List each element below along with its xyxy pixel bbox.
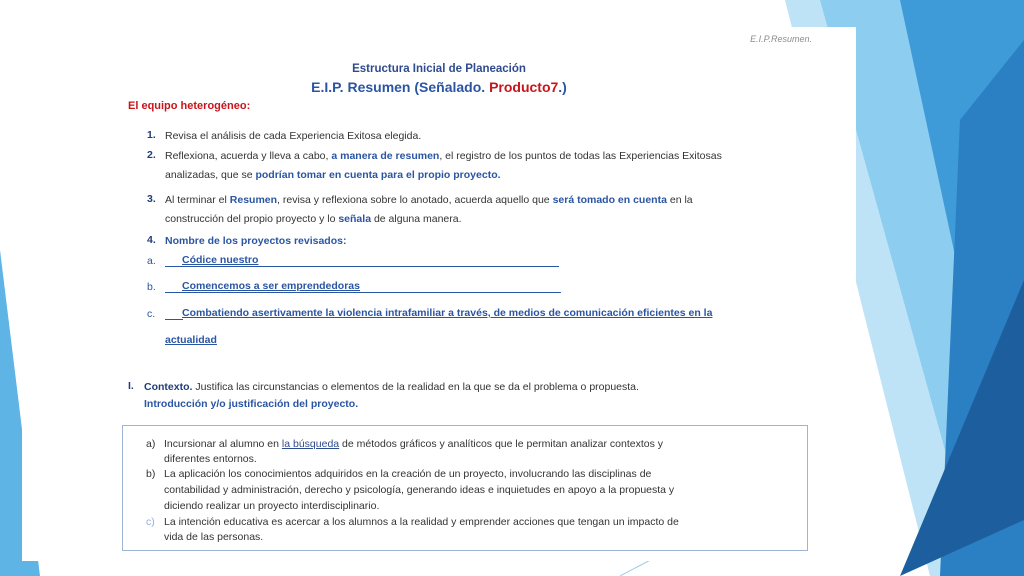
step-1-text: Revisa el análisis de cada Experiencia Exitosa elegida. [165, 130, 422, 142]
step-2-text-cont: analizadas, que se podrían tomar en cuenta para el propio proyecto. [165, 169, 501, 181]
project-underline [165, 266, 559, 267]
document-page [22, 27, 856, 561]
step-number: 1. [147, 129, 156, 141]
context-subtitle: Introducción y/o justificación del proyecto. [144, 398, 359, 410]
item-a-text-cont: diferentes entornos. [164, 453, 257, 465]
team-label: El equipo heterogéneo: [128, 100, 251, 112]
step-number: 3. [147, 193, 156, 205]
project-underline [165, 319, 183, 320]
project-letter: b. [147, 281, 156, 293]
project-name: Códice nuestro [182, 254, 259, 266]
project-letter: c. [147, 308, 156, 320]
item-letter: a) [146, 438, 156, 450]
step-number: 2. [147, 149, 156, 161]
document-subtitle: E.I.P. Resumen (Señalado. Producto7.) [311, 79, 567, 95]
project-name-cont: actualidad [165, 334, 217, 346]
project-name: Comencemos a ser emprendedoras [182, 280, 360, 292]
step-2-text: Reflexiona, acuerda y lleva a cabo, a manera de resumen, el registro de los puntos de todas las Experiencias Exitosas [165, 150, 722, 162]
context-text: Contexto. Justifica las circunstancias o elementos de la realidad en la que se da el problema o propuesta. [144, 381, 639, 393]
item-b-text-cont: contabilidad y administración, derecho y psicología, generando ideas e inquietudes en apoyo a la propuesta y [164, 484, 675, 496]
step-3-text-cont: construcción del propio proyecto y lo señala de alguna manera. [165, 213, 462, 225]
step-3-text: Al terminar el Resumen, revisa y reflexiona sobre lo anotado, acuerda aquello que será tomado en cuenta en la [165, 194, 693, 206]
project-letter: a. [147, 255, 156, 267]
item-a-text: Incursionar al alumno en la búsqueda de métodos gráficos y analíticos que le permitan analizar contextos y [164, 438, 664, 450]
project-underline [165, 292, 561, 293]
step-number: 4. [147, 234, 156, 246]
project-name: Combatiendo asertivamente la violencia intrafamiliar a través, de medios de comunicación eficientes en la [182, 307, 713, 319]
item-b-text: La aplicación los conocimientos adquiridos en la creación de un proyecto, involucrando las disciplinas de [164, 468, 652, 480]
step-4-text: Nombre de los proyectos revisados: [165, 235, 347, 247]
header-tag: E.I.P.Resumen. [750, 34, 812, 44]
item-c-text: La intención educativa es acercar a los alumnos a la realidad y emprender acciones que tengan un impacto de [164, 516, 679, 528]
item-letter: b) [146, 468, 156, 480]
item-b-text-cont: diciendo realizar un proyecto interdisciplinario. [164, 500, 380, 512]
section-number: I. [128, 380, 134, 392]
item-letter: c) [146, 516, 155, 528]
item-c-text-cont: vida de las personas. [164, 531, 264, 543]
document-title: Estructura Inicial de Planeación [352, 63, 526, 75]
